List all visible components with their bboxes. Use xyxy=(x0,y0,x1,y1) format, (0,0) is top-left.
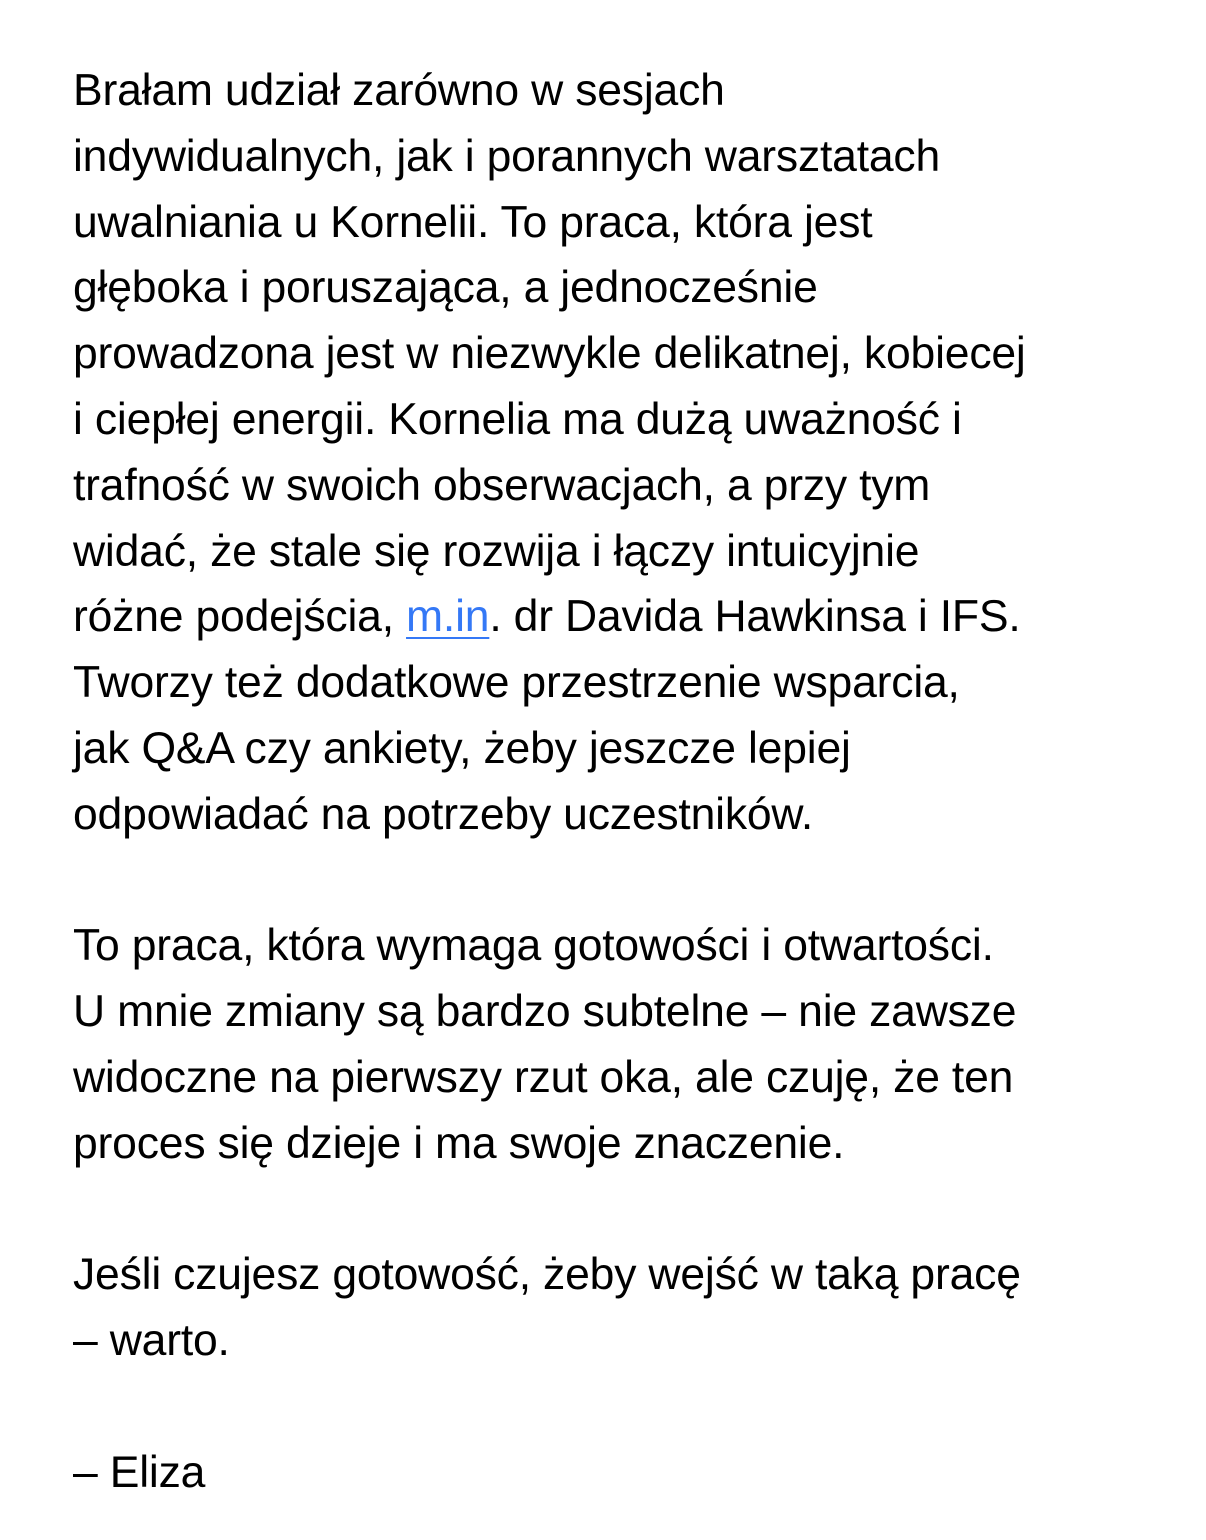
paragraph-spacer xyxy=(73,1374,1163,1440)
text-line: uwalniania u Kornelii. To praca, która jest xyxy=(73,197,873,247)
text-line: To praca, która wymaga gotowości i otwartości. xyxy=(73,921,994,971)
text-line: indywidualnych, jak i porannych warsztatach xyxy=(73,131,941,181)
text-line: widoczne na pierwszy rzut oka, ale czuję, że ten xyxy=(73,1052,1014,1102)
paragraph-recommendation xyxy=(73,1242,1163,1374)
text-line: Jeśli czujesz gotowość, żeby wejść w taką pracę xyxy=(73,1250,1021,1300)
text-line: i ciepłej energii. Kornelia ma dużą uważność i xyxy=(73,394,962,444)
text-line: głęboka i poruszająca, a jednocześnie xyxy=(73,263,818,313)
text-line: U mnie zmiany są bardzo subtelne – nie zawsze xyxy=(73,987,1017,1037)
text-line: jak Q&A czy ankiety, żeby jeszcze lepiej xyxy=(73,723,851,773)
text-line: proces się dzieje i ma swoje znaczenie. xyxy=(73,1118,845,1168)
min-link[interactable]: m.in xyxy=(406,592,490,642)
signature-text: – Eliza xyxy=(73,1447,206,1497)
paragraph-experience xyxy=(73,913,1163,1176)
text-line-with-link xyxy=(73,584,1163,650)
text-line: – warto. xyxy=(73,1316,230,1366)
text-line: Tworzy też dodatkowe przestrzenie wsparcia, xyxy=(73,658,960,708)
paragraph-spacer xyxy=(73,1177,1163,1243)
text-before-link: różne podejścia, xyxy=(73,592,407,642)
text-after-link: . dr Davida Hawkinsa i IFS. xyxy=(489,592,1021,642)
paragraph-testimonial xyxy=(73,58,1163,848)
paragraph-signature xyxy=(73,1440,1163,1506)
text-line: widać, że stale się rozwija i łączy intuicyjnie xyxy=(73,526,920,576)
text-line: Brałam udział zarówno w sesjach xyxy=(73,66,725,115)
text-line: trafność w swoich obserwacjach, a przy tym xyxy=(73,460,931,510)
text-line: prowadzona jest w niezwykle delikatnej, kobiecej xyxy=(73,329,1026,379)
paragraph-spacer xyxy=(73,848,1163,914)
note-body[interactable] xyxy=(73,58,1163,1506)
text-line: odpowiadać na potrzeby uczestników. xyxy=(73,789,814,839)
